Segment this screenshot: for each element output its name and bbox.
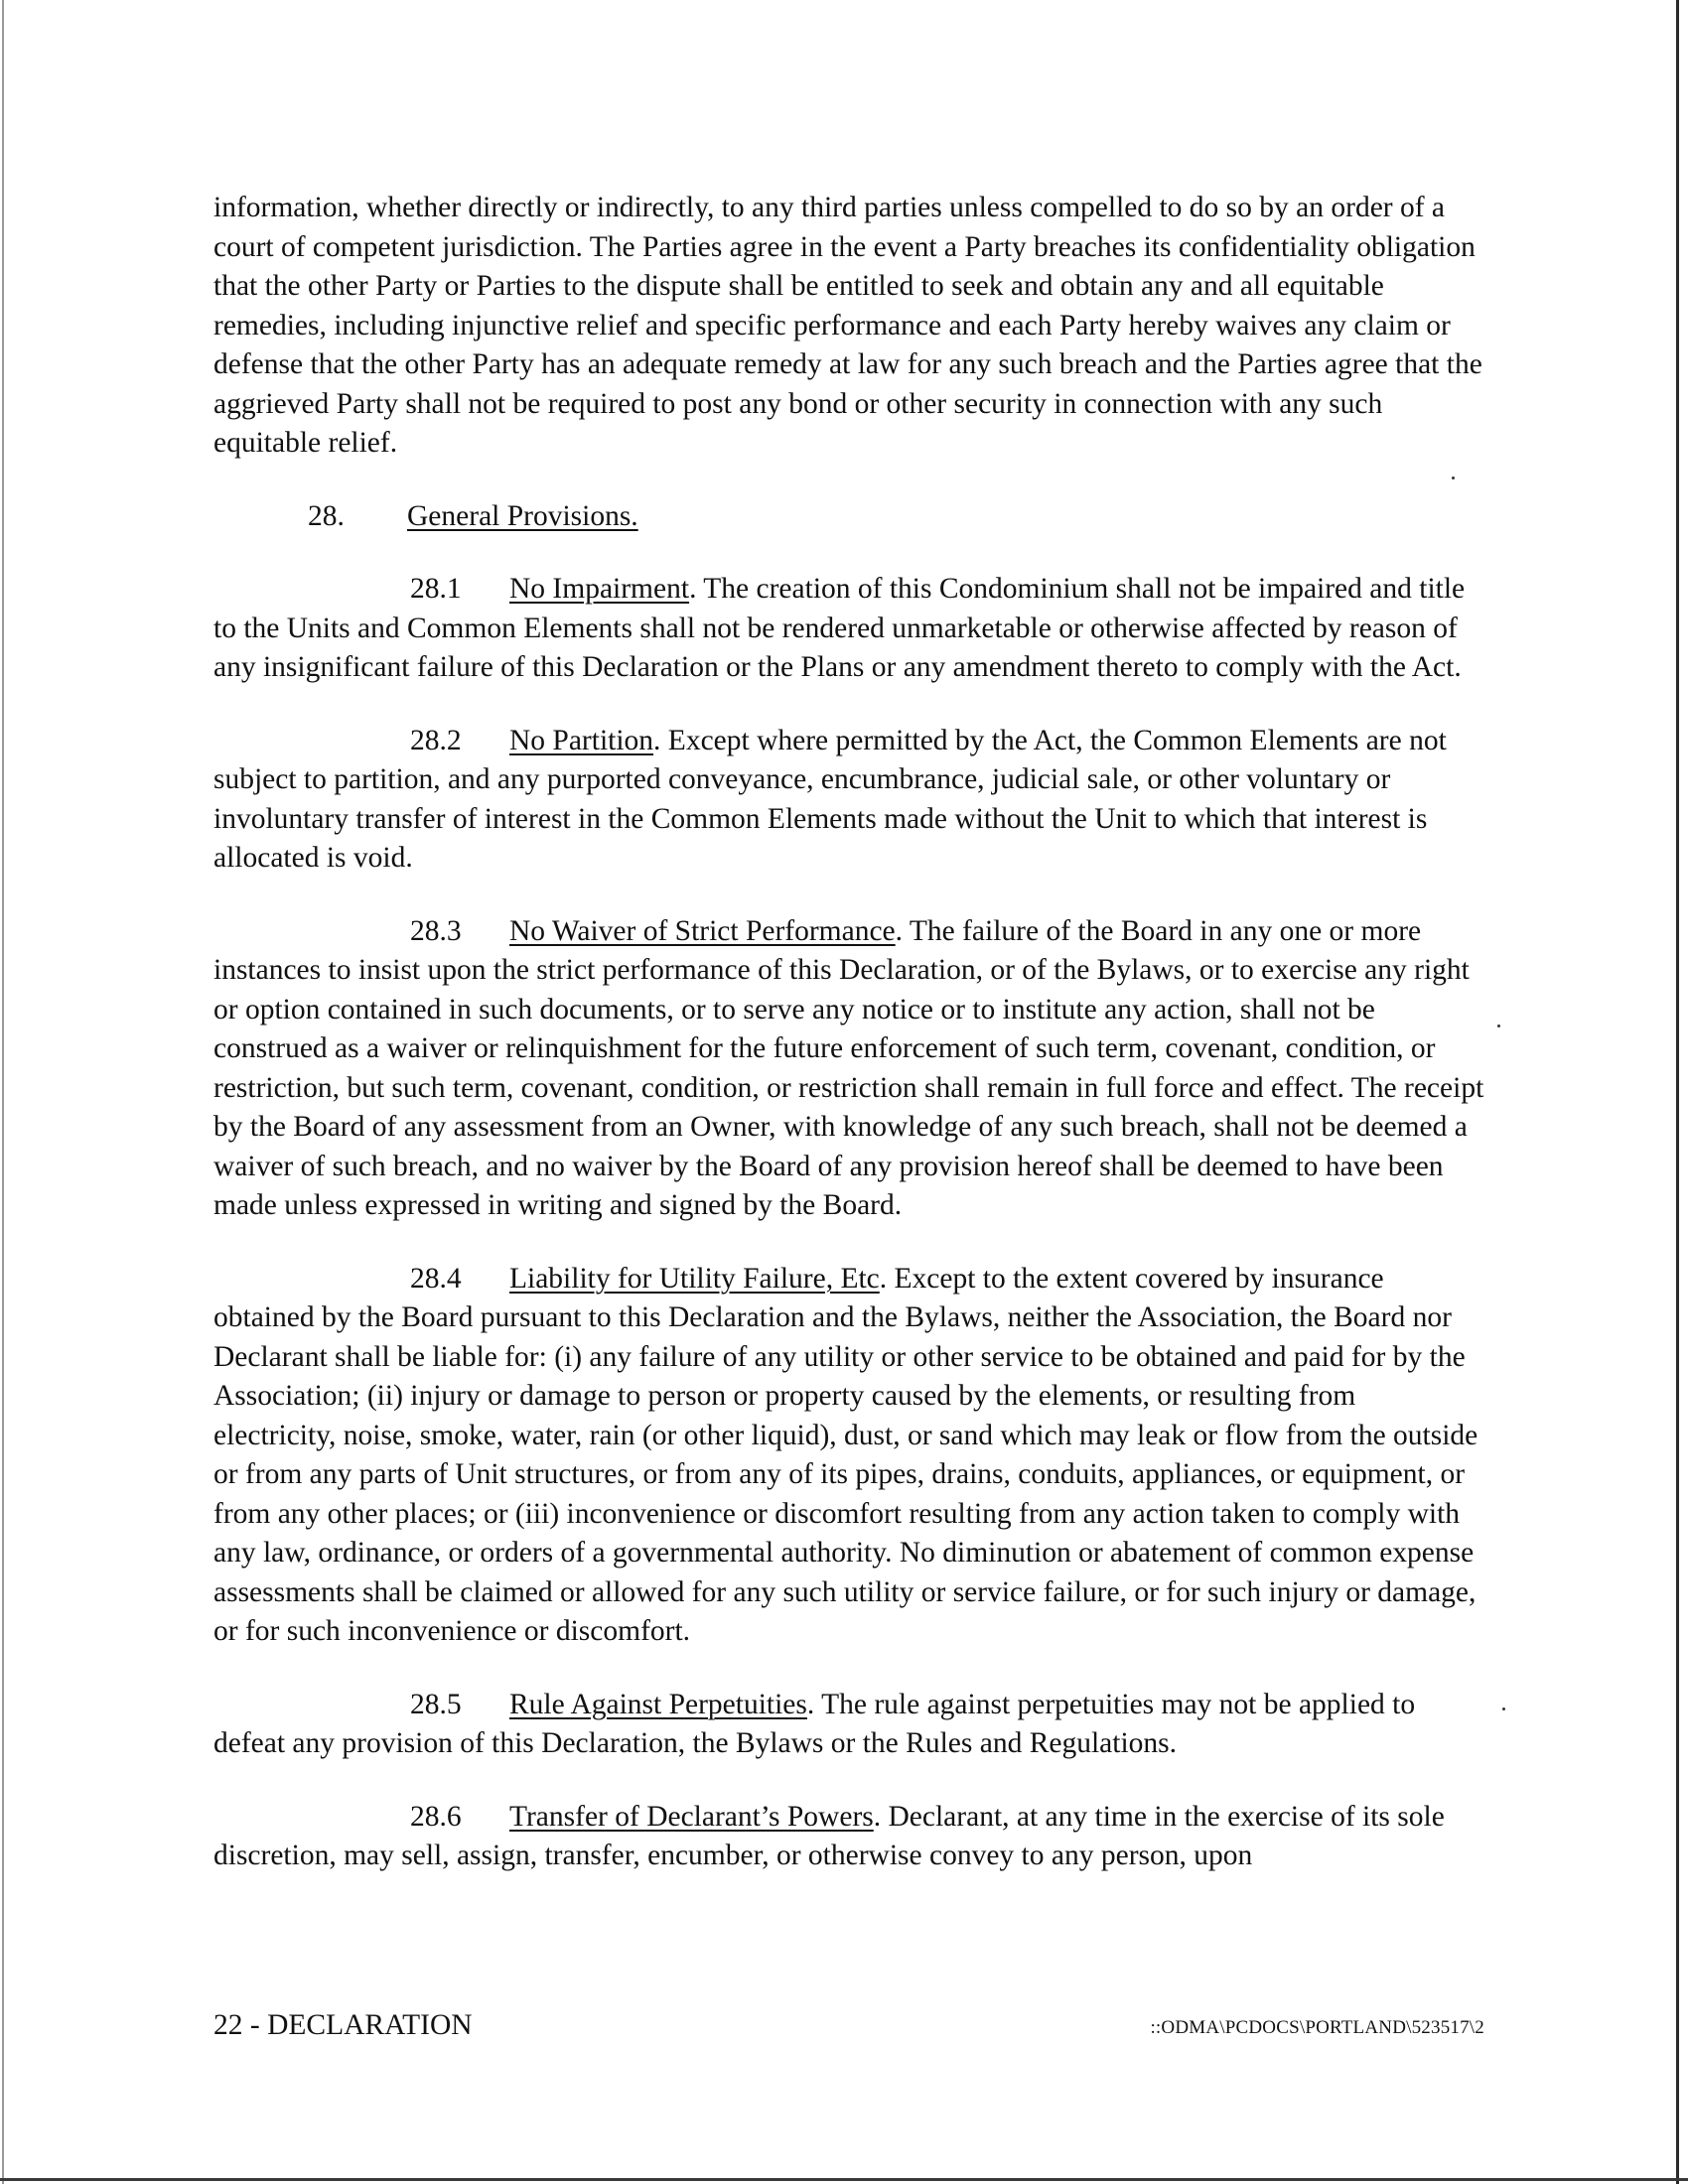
subsection-text: . Except where permitted by the Act, the Common Elements are not subject to partition, and any purported conveyance, encumbrance, judicial sale, or other voluntary or involuntary transfer of interest in the Common Elements made without the Unit to which that interest is allocated is void. (213, 724, 1447, 874)
subsection-text: . The failure of the Board in any one or more instances to insist upon the strict performance of this Declaration, or of the Bylaws, or to exercise any right or option contained in such documents, or to serve any notice or to institute any action, shall not be construed as a waiver or relinquishment for the future enforcement of such term, covenant, condition, or restriction, but such term, covenant, condition, or restriction shall remain in full force and effect. The receipt by the Board of any assessment from an Owner, with knowledge of any such breach, shall not be deemed a waiver of such breach, and no waiver by the Board of any provision hereof shall be deemed to have been made unless expressed in writing and signed by the Board. (213, 914, 1484, 1221)
subsection-number: 28.5 (410, 1688, 462, 1720)
scan-speck (1497, 1024, 1500, 1027)
document-body (213, 189, 1484, 1910)
subsection-28-1 (213, 570, 1484, 688)
section-title: General Provisions. (407, 499, 638, 532)
section-number: 28. (308, 499, 345, 532)
page-label: 22 - DECLARATION (213, 2009, 473, 2041)
subsection-title: No Partition (509, 724, 654, 756)
intro-paragraph: information, whether directly or indirectly, to any third parties unless compelled to do so by an order of a court of competent jurisdiction. The Parties agree in the event a Party breaches its confidentiality obligation that the other Party or Parties to the dispute shall be entitled to seek and obtain any and all equitable remedies, including injunctive relief and specific performance and each Party hereby waives any claim or defense that the other Party has an adequate remedy at law for any such breach and the Parties agree that the aggrieved Party shall not be required to post any bond or other security in connection with any such equitable relief. (213, 192, 1482, 459)
subsection-28-5 (213, 1686, 1484, 1764)
page-edge-left (2, 0, 4, 2184)
subsection-28-3 (213, 912, 1484, 1226)
subsection-number: 28.6 (410, 1800, 462, 1833)
subsection-title: Liability for Utility Failure, Etc (509, 1262, 880, 1295)
subsection-28-2 (213, 722, 1484, 879)
subsection-text: . Declarant, at any time in the exercise of its sole discretion, may sell, assign, transfer, encumber, or otherwise convey to any person, upon (213, 1800, 1445, 1871)
subsection-title: Rule Against Perpetuities (509, 1688, 807, 1720)
subsection-number: 28.2 (410, 724, 462, 756)
subsection-28-4 (213, 1260, 1484, 1652)
document-path: ::ODMA\PCDOCS\PORTLAND\523517\2 (1150, 2017, 1484, 2038)
subsection-number: 28.4 (410, 1262, 462, 1295)
subsection-text: . Except to the extent covered by insurance obtained by the Board pursuant to this Declaration and the Bylaws, neither the Association, the Board nor Declarant shall be liable for: (i) any failure of any utility or other service to be obtained and paid for by the Association; (ii) injury or damage to person or property caused by the elements, or resulting from electricity, noise, smoke, water, rain (or other liquid), dust, or sand which may leak or flow from the outside or from any parts of Unit structures, or from any of its pipes, drains, conduits, appliances, or equipment, or from any other places; or (iii) inconvenience or discomfort resulting from any action taken to comply with any law, ordinance, or orders of a governmental authority. No diminution or abatement of common expense assessments shall be claimed or allowed for any such utility or service failure, or for such injury or damage, or for such inconvenience or discomfort. (213, 1262, 1478, 1647)
scan-speck (1502, 1707, 1505, 1710)
page-footer (213, 2009, 1484, 2049)
subsection-text: . The rule against perpetuities may not be applied to defeat any provision of this Declaration, the Bylaws or the Rules and Regulations. (213, 1688, 1416, 1759)
subsection-number: 28.1 (410, 573, 462, 605)
page-edge-bottom (0, 2178, 1688, 2181)
subsection-title: No Waiver of Strict Performance (509, 914, 896, 947)
subsection-number: 28.3 (410, 914, 462, 947)
subsection-title: No Impairment (509, 573, 690, 605)
subsection-28-6 (213, 1798, 1484, 1876)
subsection-title: Transfer of Declarant’s Powers (509, 1800, 874, 1833)
subsection-text: . The creation of this Condominium shall not be impaired and title to the Units and Common Elements shall not be rendered unmarketable or otherwise affected by reason of any insignificant failure of this Declaration or the Plans or any amendment thereto to comply with the Act. (213, 573, 1466, 683)
section-heading (213, 497, 1484, 537)
page-edge-right (1676, 0, 1679, 2184)
